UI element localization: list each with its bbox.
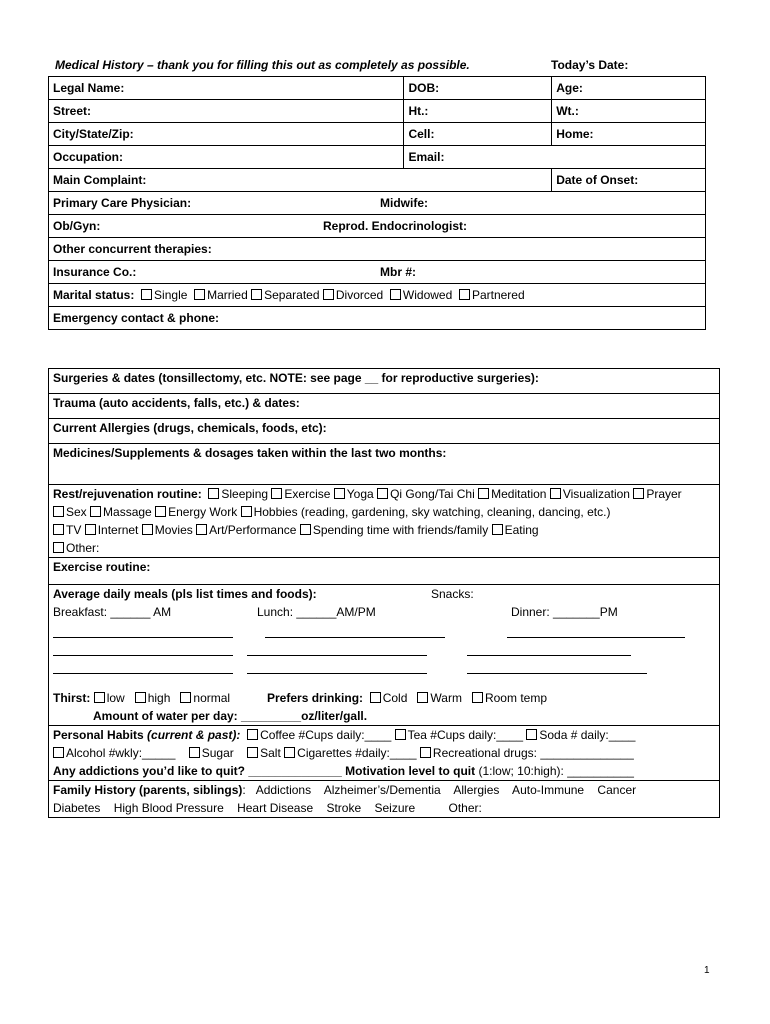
prefers-warm[interactable]: Warm xyxy=(430,691,462,705)
checkbox-icon[interactable] xyxy=(377,488,388,499)
snacks-label[interactable]: Snacks: xyxy=(431,587,474,601)
checkbox-icon[interactable] xyxy=(251,289,262,300)
other-therapies-field[interactable]: Other concurrent therapies: xyxy=(49,238,706,261)
checkbox-icon[interactable] xyxy=(390,289,401,300)
cell-field[interactable]: Cell: xyxy=(404,123,552,146)
pcp-midwife-row xyxy=(49,192,706,215)
marital-widowed[interactable]: Widowed xyxy=(387,288,453,302)
family-history-field: Family History (parents, siblings): Addictions Alzheimer’s/Dementia Allergies Auto-Immune Cancer Diabetes High Blood Pressure Heart Disease Stroke Seizure Other: xyxy=(49,781,720,818)
personal-habits-field xyxy=(49,726,720,781)
allergies-field[interactable]: Current Allergies (drugs, chemicals, foods, etc): xyxy=(49,419,720,444)
checkbox-icon[interactable] xyxy=(141,289,152,300)
medicines-field[interactable]: Medicines/Supplements & dosages taken within the last two months: xyxy=(49,444,720,485)
member-number-field[interactable]: Mbr #: xyxy=(380,265,416,279)
checkbox-icon[interactable] xyxy=(241,506,252,517)
checkbox-icon[interactable] xyxy=(472,692,483,703)
occupation-field[interactable]: Occupation: xyxy=(49,146,404,169)
email-field[interactable]: Email: xyxy=(404,146,706,169)
form-title: Medical History – thank you for filling this out as completely as possible. xyxy=(55,58,470,72)
rest-tv[interactable]: TV xyxy=(66,523,82,537)
breakfast-line-3[interactable] xyxy=(53,661,233,674)
marital-married[interactable]: Married xyxy=(191,288,248,302)
reprod-endo-field[interactable]: Reprod. Endocrinologist: xyxy=(323,219,467,233)
rest-massage[interactable]: Massage xyxy=(103,505,152,519)
motivation-field[interactable]: (1:low; 10:high): __________ xyxy=(478,764,634,778)
history-table xyxy=(48,368,720,818)
rest-routine-field xyxy=(49,485,720,558)
checkbox-icon[interactable] xyxy=(492,524,503,535)
emergency-contact-field[interactable]: Emergency contact & phone: xyxy=(49,307,706,330)
meals-field xyxy=(49,585,720,726)
checkbox-icon[interactable] xyxy=(196,524,207,535)
checkbox-icon[interactable] xyxy=(370,692,381,703)
rest-prayer[interactable]: Prayer xyxy=(646,487,682,501)
form-header xyxy=(53,58,705,74)
main-complaint-field[interactable]: Main Complaint: xyxy=(49,169,552,192)
rest-eating[interactable]: Eating xyxy=(504,523,539,537)
rest-internet[interactable]: Internet xyxy=(97,523,139,537)
prefers-room-temp[interactable]: Room temp xyxy=(484,691,547,705)
lunch-line-3[interactable] xyxy=(247,661,427,674)
dinner-line-3[interactable] xyxy=(467,661,647,674)
breakfast-line-2[interactable] xyxy=(53,643,233,656)
checkbox-icon[interactable] xyxy=(208,488,219,499)
checkbox-icon[interactable] xyxy=(180,692,191,703)
water-amount-field[interactable]: Amount of water per day: _________oz/liter/gall. xyxy=(93,709,368,723)
trauma-field[interactable]: Trauma (auto accidents, falls, etc.) & dates: xyxy=(49,394,720,419)
city-state-zip-field[interactable]: City/State/Zip: xyxy=(49,123,404,146)
checkbox-icon[interactable] xyxy=(155,506,166,517)
midwife-field[interactable]: Midwife: xyxy=(380,196,428,210)
pcp-field[interactable]: Primary Care Physician: xyxy=(53,196,192,210)
habit-salt[interactable]: Salt xyxy=(260,746,281,760)
meals-label: Average daily meals (pls list times and foods): xyxy=(53,587,317,601)
motivation-label: Motivation level to quit xyxy=(345,764,476,778)
family-history-label: Family History (parents, siblings) xyxy=(53,783,243,797)
home-phone-field[interactable]: Home: xyxy=(552,123,706,146)
checkbox-icon[interactable] xyxy=(142,524,153,535)
thirst-row xyxy=(53,689,230,707)
rest-exercise[interactable]: Exercise xyxy=(284,487,331,501)
surgeries-field[interactable]: Surgeries & dates (tonsillectomy, etc. NOTE: see page __ for reproductive surgeries): xyxy=(49,369,720,394)
habit-sugar[interactable]: Sugar xyxy=(201,746,234,760)
checkbox-icon[interactable] xyxy=(247,747,258,758)
rest-friends[interactable]: Spending time with friends/family xyxy=(312,523,489,537)
checkbox-icon[interactable] xyxy=(53,542,64,553)
marital-single[interactable]: Single xyxy=(138,288,188,302)
rest-sex[interactable]: Sex xyxy=(66,505,87,519)
age-field[interactable]: Age: xyxy=(552,77,706,100)
dinner-line-2[interactable] xyxy=(467,643,631,656)
checkbox-icon[interactable] xyxy=(334,488,345,499)
family-items-1[interactable]: Addictions Alzheimer’s/Dementia Allergies Auto-Immune Cancer xyxy=(255,783,637,797)
habit-soda[interactable]: Soda # daily:____ xyxy=(539,728,636,742)
checkbox-icon[interactable] xyxy=(194,289,205,300)
rest-visualization[interactable]: Visualization xyxy=(562,487,630,501)
thirst-high[interactable]: high xyxy=(147,691,171,705)
checkbox-icon[interactable] xyxy=(271,488,282,499)
obgyn-reprod-row xyxy=(49,215,706,238)
checkbox-icon[interactable] xyxy=(284,747,295,758)
breakfast-field[interactable]: Breakfast: ______ AM xyxy=(53,605,172,619)
habits-label: Personal Habits xyxy=(53,728,144,742)
checkbox-icon[interactable] xyxy=(135,692,146,703)
checkbox-icon[interactable] xyxy=(459,289,470,300)
legal-name-field[interactable]: Legal Name: xyxy=(49,77,404,100)
habit-tea[interactable]: Tea #Cups daily:____ xyxy=(407,728,524,742)
marital-separated[interactable]: Separated xyxy=(251,288,319,302)
checkbox-icon[interactable] xyxy=(94,692,105,703)
weight-field[interactable]: Wt.: xyxy=(552,100,706,123)
habit-recreational[interactable]: Recreational drugs: ______________ xyxy=(432,746,634,760)
thirst-low[interactable]: low xyxy=(106,691,125,705)
dob-field[interactable]: DOB: xyxy=(404,77,552,100)
lunch-line-2[interactable] xyxy=(247,643,427,656)
rest-other[interactable]: Other: xyxy=(66,541,100,555)
checkbox-icon[interactable] xyxy=(633,488,644,499)
habit-alcohol[interactable]: Alcohol #wkly:_____ xyxy=(66,746,176,760)
thirst-label: Thirst: xyxy=(53,691,91,705)
checkbox-icon[interactable] xyxy=(53,524,64,535)
insurance-row xyxy=(49,261,706,284)
date-onset-field[interactable]: Date of Onset: xyxy=(552,169,706,192)
checkbox-icon[interactable] xyxy=(247,729,258,740)
rest-routine-label: Rest/rejuvenation routine: xyxy=(53,487,202,501)
habits-italic: (current & past): xyxy=(147,728,241,742)
height-field[interactable]: Ht.: xyxy=(404,100,552,123)
rest-yoga[interactable]: Yoga xyxy=(346,487,374,501)
dinner-field[interactable]: Dinner: _______PM xyxy=(511,605,618,619)
street-field[interactable]: Street: xyxy=(49,100,404,123)
checkbox-icon[interactable] xyxy=(300,524,311,535)
prefers-row xyxy=(267,689,547,707)
marital-partnered[interactable]: Partnered xyxy=(456,288,525,302)
marital-status-label: Marital status: xyxy=(53,288,135,302)
prefers-label: Prefers drinking: xyxy=(267,691,364,705)
rest-meditation[interactable]: Meditation xyxy=(491,487,547,501)
checkbox-icon[interactable] xyxy=(478,488,489,499)
marital-status-row xyxy=(49,284,706,307)
checkbox-icon[interactable] xyxy=(420,747,431,758)
rest-movies[interactable]: Movies xyxy=(154,523,193,537)
todays-date-label: Today’s Date: xyxy=(551,58,629,72)
checkbox-icon[interactable] xyxy=(550,488,561,499)
habit-cigarettes[interactable]: Cigarettes #daily:____ xyxy=(297,746,417,760)
rest-qigong[interactable]: Qi Gong/Tai Chi xyxy=(390,487,475,501)
insurance-field[interactable]: Insurance Co.: xyxy=(53,265,137,279)
rest-hobbies[interactable]: Hobbies (reading, gardening, sky watching, cleaning, dancing, etc.) xyxy=(253,505,611,519)
breakfast-line-1[interactable] xyxy=(53,625,233,638)
obgyn-field[interactable]: Ob/Gyn: xyxy=(53,219,101,233)
demographics-table xyxy=(48,76,706,330)
family-items-2[interactable]: Diabetes High Blood Pressure Heart Disease Stroke Seizure Other: xyxy=(53,801,482,815)
rest-art[interactable]: Art/Performance xyxy=(209,523,297,537)
checkbox-icon[interactable] xyxy=(90,506,101,517)
habit-coffee[interactable]: Coffee #Cups daily:____ xyxy=(260,728,392,742)
checkbox-icon[interactable] xyxy=(395,729,406,740)
rest-energy-work[interactable]: Energy Work xyxy=(168,505,238,519)
checkbox-icon[interactable] xyxy=(323,289,334,300)
checkbox-icon[interactable] xyxy=(526,729,537,740)
checkbox-icon[interactable] xyxy=(85,524,96,535)
checkbox-icon[interactable] xyxy=(417,692,428,703)
checkbox-icon[interactable] xyxy=(53,506,64,517)
lunch-line-1[interactable] xyxy=(265,625,445,638)
dinner-line-1[interactable] xyxy=(507,625,685,638)
addictions-field[interactable]: Any addictions you’d like to quit? ______________ xyxy=(53,764,342,778)
rest-sleeping[interactable]: Sleeping xyxy=(221,487,269,501)
page-number: 1 xyxy=(704,965,710,976)
exercise-routine-field[interactable]: Exercise routine: xyxy=(49,558,720,585)
prefers-cold[interactable]: Cold xyxy=(382,691,408,705)
checkbox-icon[interactable] xyxy=(189,747,200,758)
checkbox-icon[interactable] xyxy=(53,747,64,758)
lunch-field[interactable]: Lunch: ______AM/PM xyxy=(257,605,376,619)
marital-divorced[interactable]: Divorced xyxy=(323,288,383,302)
thirst-normal[interactable]: normal xyxy=(193,691,231,705)
